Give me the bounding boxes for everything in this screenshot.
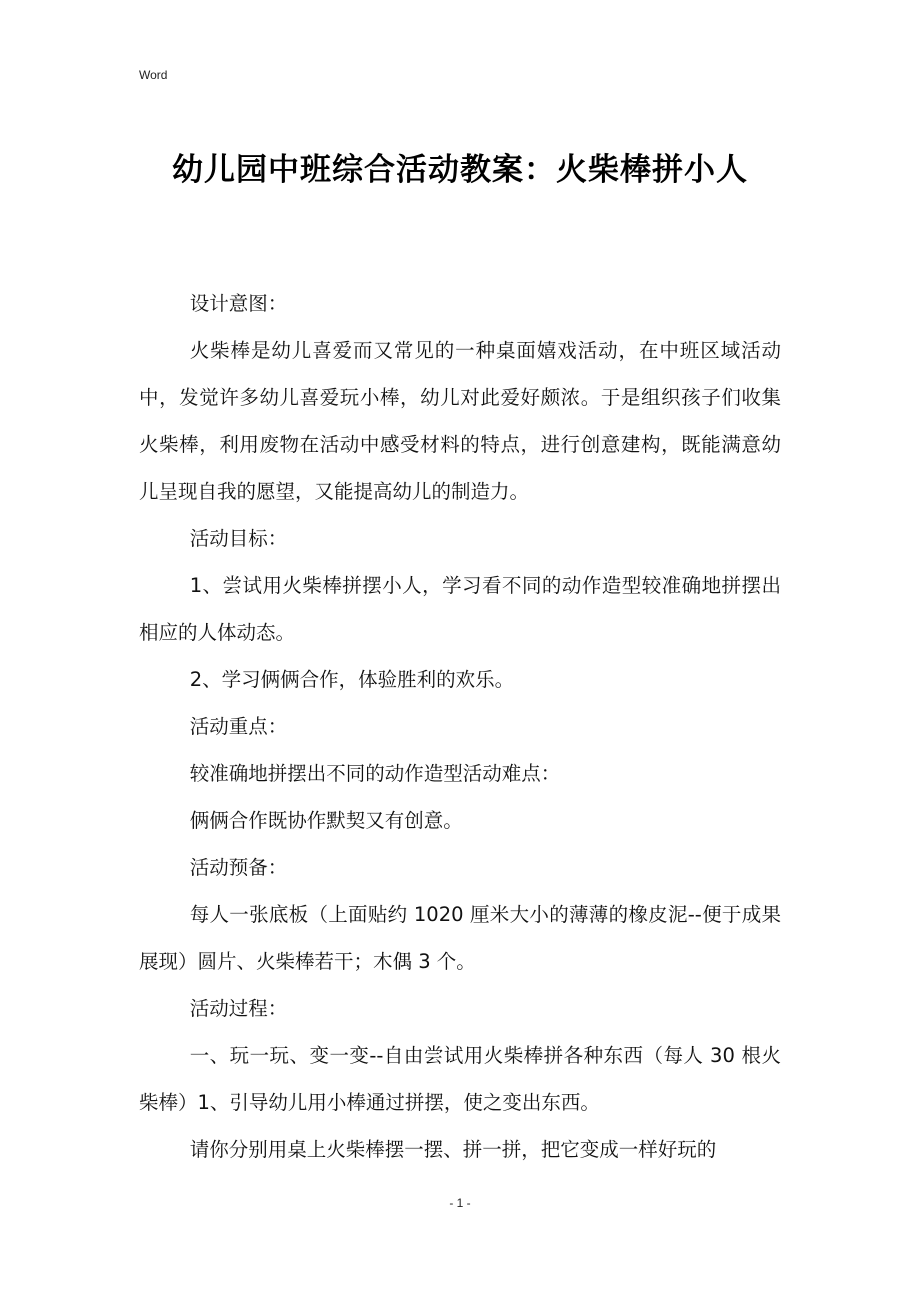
paragraph-key-points: 较准确地拼摆出不同的动作造型活动难点： [189,762,561,785]
paragraph-goals-heading: 活动目标： [189,527,288,550]
paragraph-process-heading: 活动过程： [189,997,288,1020]
paragraph-difficulty: 俩俩合作既协作默契又有创意。 [189,809,463,832]
page-number: - 1 - [449,1196,471,1210]
paragraph-key-points-heading: 活动重点： [189,715,288,738]
paragraph-design-intent: 火柴棒是幼儿喜爱而又常见的一种桌面嬉戏活动，在中班区域活动中，发觉许多幼儿喜爱玩小棒，幼儿对此爱好颇浓。于是组织孩子们收集火柴棒，利用废物在活动中感受材料的特点，进行创意建构，既能满意幼儿呈现自我的愿望，又能提高幼儿的制造力。 [139,339,781,503]
document-header-label: Word [139,68,168,82]
paragraph-design-intent-heading: 设计意图： [189,292,288,315]
paragraph-goal-1: 1、尝试用火柴棒拼摆小人，学习看不同的动作造型较准确地拼摆出相应的人体动态。 [139,574,781,644]
document-title: 幼儿园中班综合活动教案：火柴棒拼小人 [172,152,748,188]
paragraph-goal-2: 2、学习俩俩合作，体验胜利的欢乐。 [189,668,515,691]
paragraph-preparation-heading: 活动预备： [189,856,288,879]
document-body [139,280,781,1173]
paragraph-preparation: 每人一张底板（上面贴约 1020 厘米大小的薄薄的橡皮泥--便于成果展现）圆片、火柴棒若干；木偶 3 个。 [139,903,781,973]
paragraph-process-step-1: 一、玩一玩、变一变--自由尝试用火柴棒拼各种东西（每人 30 根火柴棒）1、引导幼儿用小棒通过拼摆，使之变出东西。 [139,1044,781,1114]
paragraph-process-instruction: 请你分别用桌上火柴棒摆一摆、拼一拼，把它变成一样好玩的 [189,1138,717,1161]
